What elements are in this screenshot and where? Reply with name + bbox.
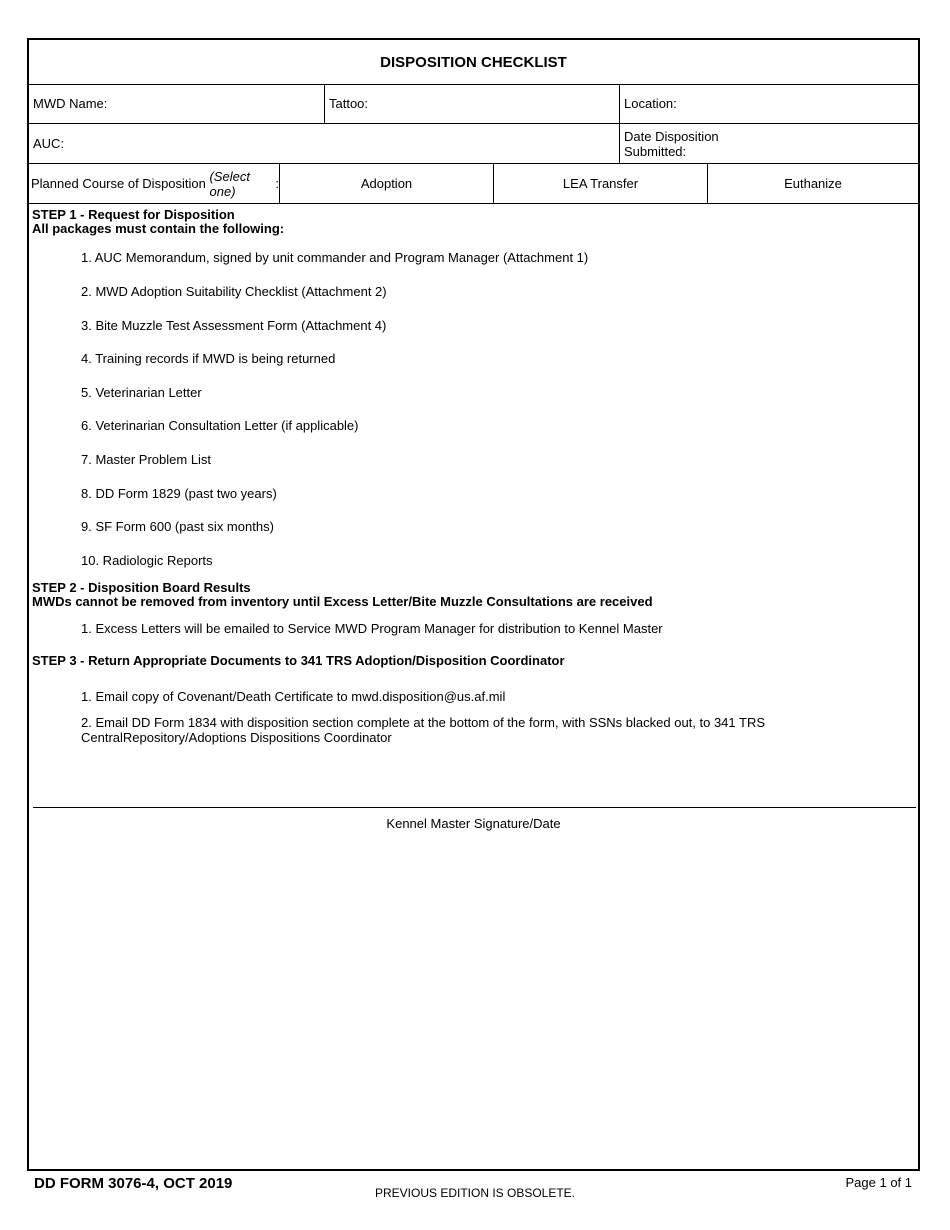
location-field[interactable] bbox=[620, 84, 918, 123]
signature-line[interactable] bbox=[33, 807, 916, 808]
mwd-name-label: MWD Name: bbox=[33, 96, 108, 111]
list-item: 8. DD Form 1829 (past two years) bbox=[81, 486, 277, 501]
header-row-1 bbox=[29, 84, 918, 124]
list-item: 1. Email copy of Covenant/Death Certificate to mwd.disposition@us.af.mil bbox=[81, 689, 506, 704]
previous-edition-note: PREVIOUS EDITION IS OBSOLETE. bbox=[374, 1186, 576, 1200]
option-lea-transfer[interactable]: LEA Transfer bbox=[494, 164, 708, 203]
form-number: DD FORM 3076-4, OCT 2019 bbox=[34, 1175, 233, 1192]
list-item: 1. AUC Memorandum, signed by unit commander and Program Manager (Attachment 1) bbox=[81, 250, 589, 265]
step2-subheading: MWDs cannot be removed from inventory until Excess Letter/Bite Muzzle Consultations are received bbox=[32, 594, 653, 609]
step3-heading: STEP 3 - Return Appropriate Documents to 341 TRS Adoption/Disposition Coordinator bbox=[32, 653, 565, 668]
planned-course-label bbox=[29, 164, 280, 203]
list-item: 5. Veterinarian Letter bbox=[81, 385, 202, 400]
step1-subheading: All packages must contain the following: bbox=[32, 221, 285, 236]
disposition-select-row bbox=[29, 164, 918, 204]
form-container bbox=[27, 38, 920, 1171]
date-submitted-label-line1: Date Disposition bbox=[624, 128, 719, 144]
select-one-note: (Select one) bbox=[209, 168, 250, 199]
option-euthanize[interactable]: Euthanize bbox=[784, 176, 842, 191]
date-submitted-label-line2: Submitted: bbox=[624, 143, 687, 159]
header-row-2 bbox=[29, 124, 918, 164]
page-number: Page 1 of 1 bbox=[845, 1175, 912, 1190]
list-item: 6. Veterinarian Consultation Letter (if applicable) bbox=[81, 418, 359, 433]
tattoo-field[interactable] bbox=[325, 84, 620, 123]
tattoo-label: Tattoo: bbox=[329, 96, 369, 111]
list-item: 1. Excess Letters will be emailed to Service MWD Program Manager for distribution to Kennel Master bbox=[81, 621, 663, 636]
list-item: 4. Training records if MWD is being returned bbox=[81, 351, 336, 366]
auc-field[interactable] bbox=[29, 124, 620, 163]
step1-heading: STEP 1 - Request for Disposition bbox=[32, 207, 235, 222]
step2-heading: STEP 2 - Disposition Board Results bbox=[32, 580, 251, 595]
list-item: 9. SF Form 600 (past six months) bbox=[81, 519, 274, 534]
list-item: 2. MWD Adoption Suitability Checklist (Attachment 2) bbox=[81, 284, 387, 299]
list-item: 7. Master Problem List bbox=[81, 452, 212, 467]
location-label: Location: bbox=[624, 96, 677, 111]
list-item: 10. Radiologic Reports bbox=[81, 553, 213, 568]
list-item: 3. Bite Muzzle Test Assessment Form (Attachment 4) bbox=[81, 318, 387, 333]
list-item: 2. Email DD Form 1834 with disposition section complete at the bottom of the form, with SSNs blacked out, to 341 TRS CentralRepository/Adoptions Dispositions Coordinator bbox=[81, 715, 766, 745]
option-adoption[interactable]: Adoption bbox=[280, 164, 494, 203]
auc-label: AUC: bbox=[33, 136, 65, 151]
planned-course-text: Planned Course of Disposition bbox=[31, 176, 210, 191]
form-title: DISPOSITION CHECKLIST bbox=[29, 40, 918, 85]
planned-course-colon: : bbox=[275, 176, 279, 191]
mwd-name-field[interactable] bbox=[29, 84, 325, 123]
date-submitted-field[interactable] bbox=[620, 124, 918, 163]
signature-label: Kennel Master Signature/Date bbox=[386, 816, 561, 831]
